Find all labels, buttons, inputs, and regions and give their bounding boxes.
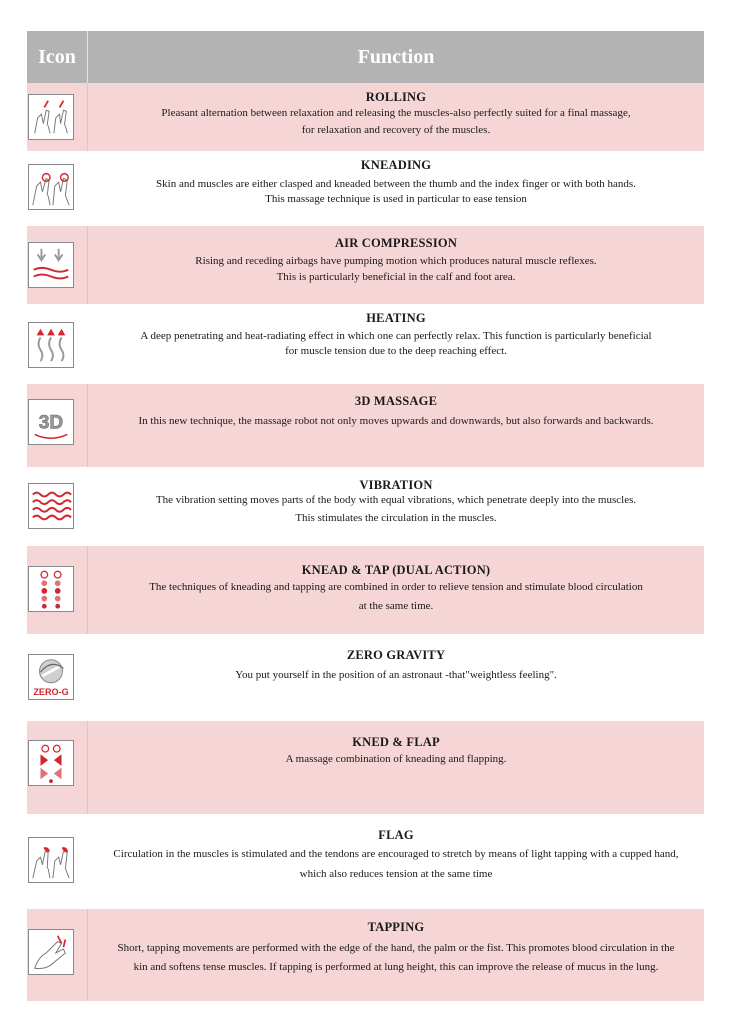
row-title: FLAG: [378, 828, 414, 842]
row-description-line: A deep penetrating and heat-radiating effect in which one can perfectly relax. This function is particularly beneficial: [140, 330, 652, 342]
function-table: [27, 31, 704, 1001]
knead-tap-icon: [28, 566, 74, 612]
row-description-line: The techniques of kneading and tapping are combined in order to relieve tension and stimulate blood circulation: [149, 581, 643, 593]
table-row-tapping: [27, 909, 704, 1001]
row-title: 3D MASSAGE: [354, 394, 438, 408]
table-row-heating: [27, 304, 704, 384]
row-description-line: The vibration setting moves parts of the body with equal vibrations, which penetrate deeply into the muscles.: [155, 494, 637, 506]
air-compression-icon: [28, 242, 74, 288]
tapping-hand-icon: [28, 929, 74, 975]
row-description-line: which also reduces tension at the same time: [299, 868, 493, 880]
row-title: ZERO GRAVITY: [346, 648, 446, 662]
table-row-kned-flap: [27, 721, 704, 814]
row-description-line: kin and softens tense muscles. If tapping is performed at lung height, this can improve the release of mucus in the lung.: [133, 961, 659, 973]
row-description-line: Rising and receding airbags have pumping motion which produces natural muscle reflexes.: [195, 255, 597, 267]
3d-massage-icon: [28, 399, 74, 445]
row-description-line: This stimulates the circulation in the muscles.: [295, 512, 497, 524]
row-description-line: You put yourself in the position of an astronaut -that"weightless feeling".: [235, 669, 557, 681]
row-title: ROLLING: [365, 90, 427, 104]
table-row-vibration: [27, 467, 704, 546]
row-description-line: for muscle tension due to the deep reaching effect.: [285, 345, 507, 357]
row-description-line: Pleasant alternation between relaxation and releasing the muscles-also perfectly suited for a final massage,: [161, 107, 631, 119]
table-header: [27, 31, 704, 83]
table-row-air-compression: [27, 226, 704, 304]
flag-hands-icon: [28, 837, 74, 883]
row-description-line: Circulation in the muscles is stimulated and the tendons are encouraged to stretch by means of light tapping with a cupped hand,: [113, 848, 679, 860]
vibration-waves-icon: [28, 483, 74, 529]
row-title: KNEADING: [360, 158, 432, 172]
row-description-line: at the same time.: [358, 600, 434, 612]
row-title: KNEAD & TAP (DUAL ACTION): [301, 563, 491, 577]
row-description-line: Short, tapping movements are performed with the edge of the hand, the palm or the fist. This promotes blood circulation in the: [117, 942, 675, 954]
row-description-line: In this new technique, the massage robot not only moves upwards and downwards, but also forwards and backwards.: [138, 415, 654, 427]
table-row-zero-gravity: [27, 634, 704, 721]
rolling-hands-icon: [28, 94, 74, 140]
icon-column-header: Icon: [27, 31, 88, 83]
row-title: AIR COMPRESSION: [334, 236, 458, 250]
table-row-kneading: [27, 151, 704, 226]
table-row-knead-tap: [27, 546, 704, 634]
table-row-3d-massage: [27, 384, 704, 467]
knead-flap-icon: [28, 740, 74, 786]
row-title: HEATING: [366, 311, 426, 325]
row-description-line: A massage combination of kneading and flapping.: [285, 753, 507, 765]
row-description-line: for relaxation and recovery of the muscles.: [301, 124, 491, 136]
row-title: KNED & FLAP: [352, 735, 440, 749]
heating-icon: [28, 322, 74, 368]
row-description-line: This is particularly beneficial in the calf and foot area.: [276, 271, 516, 283]
kneading-hands-icon: [28, 164, 74, 210]
row-description-line: This massage technique is used in particular to ease tension: [265, 193, 527, 205]
zero-gravity-icon: [28, 654, 74, 700]
table-row-rolling: [27, 83, 704, 151]
function-column-header: Function: [357, 45, 435, 68]
zero-g-icon-text: ZERO-G: [33, 687, 69, 698]
row-description-line: Skin and muscles are either clasped and kneaded between the thumb and the index finger or with both hands.: [156, 178, 636, 190]
row-title: VIBRATION: [359, 478, 433, 492]
row-title: TAPPING: [367, 920, 425, 934]
table-row-flag: [27, 814, 704, 909]
3d-icon-text: 3D: [38, 412, 64, 434]
